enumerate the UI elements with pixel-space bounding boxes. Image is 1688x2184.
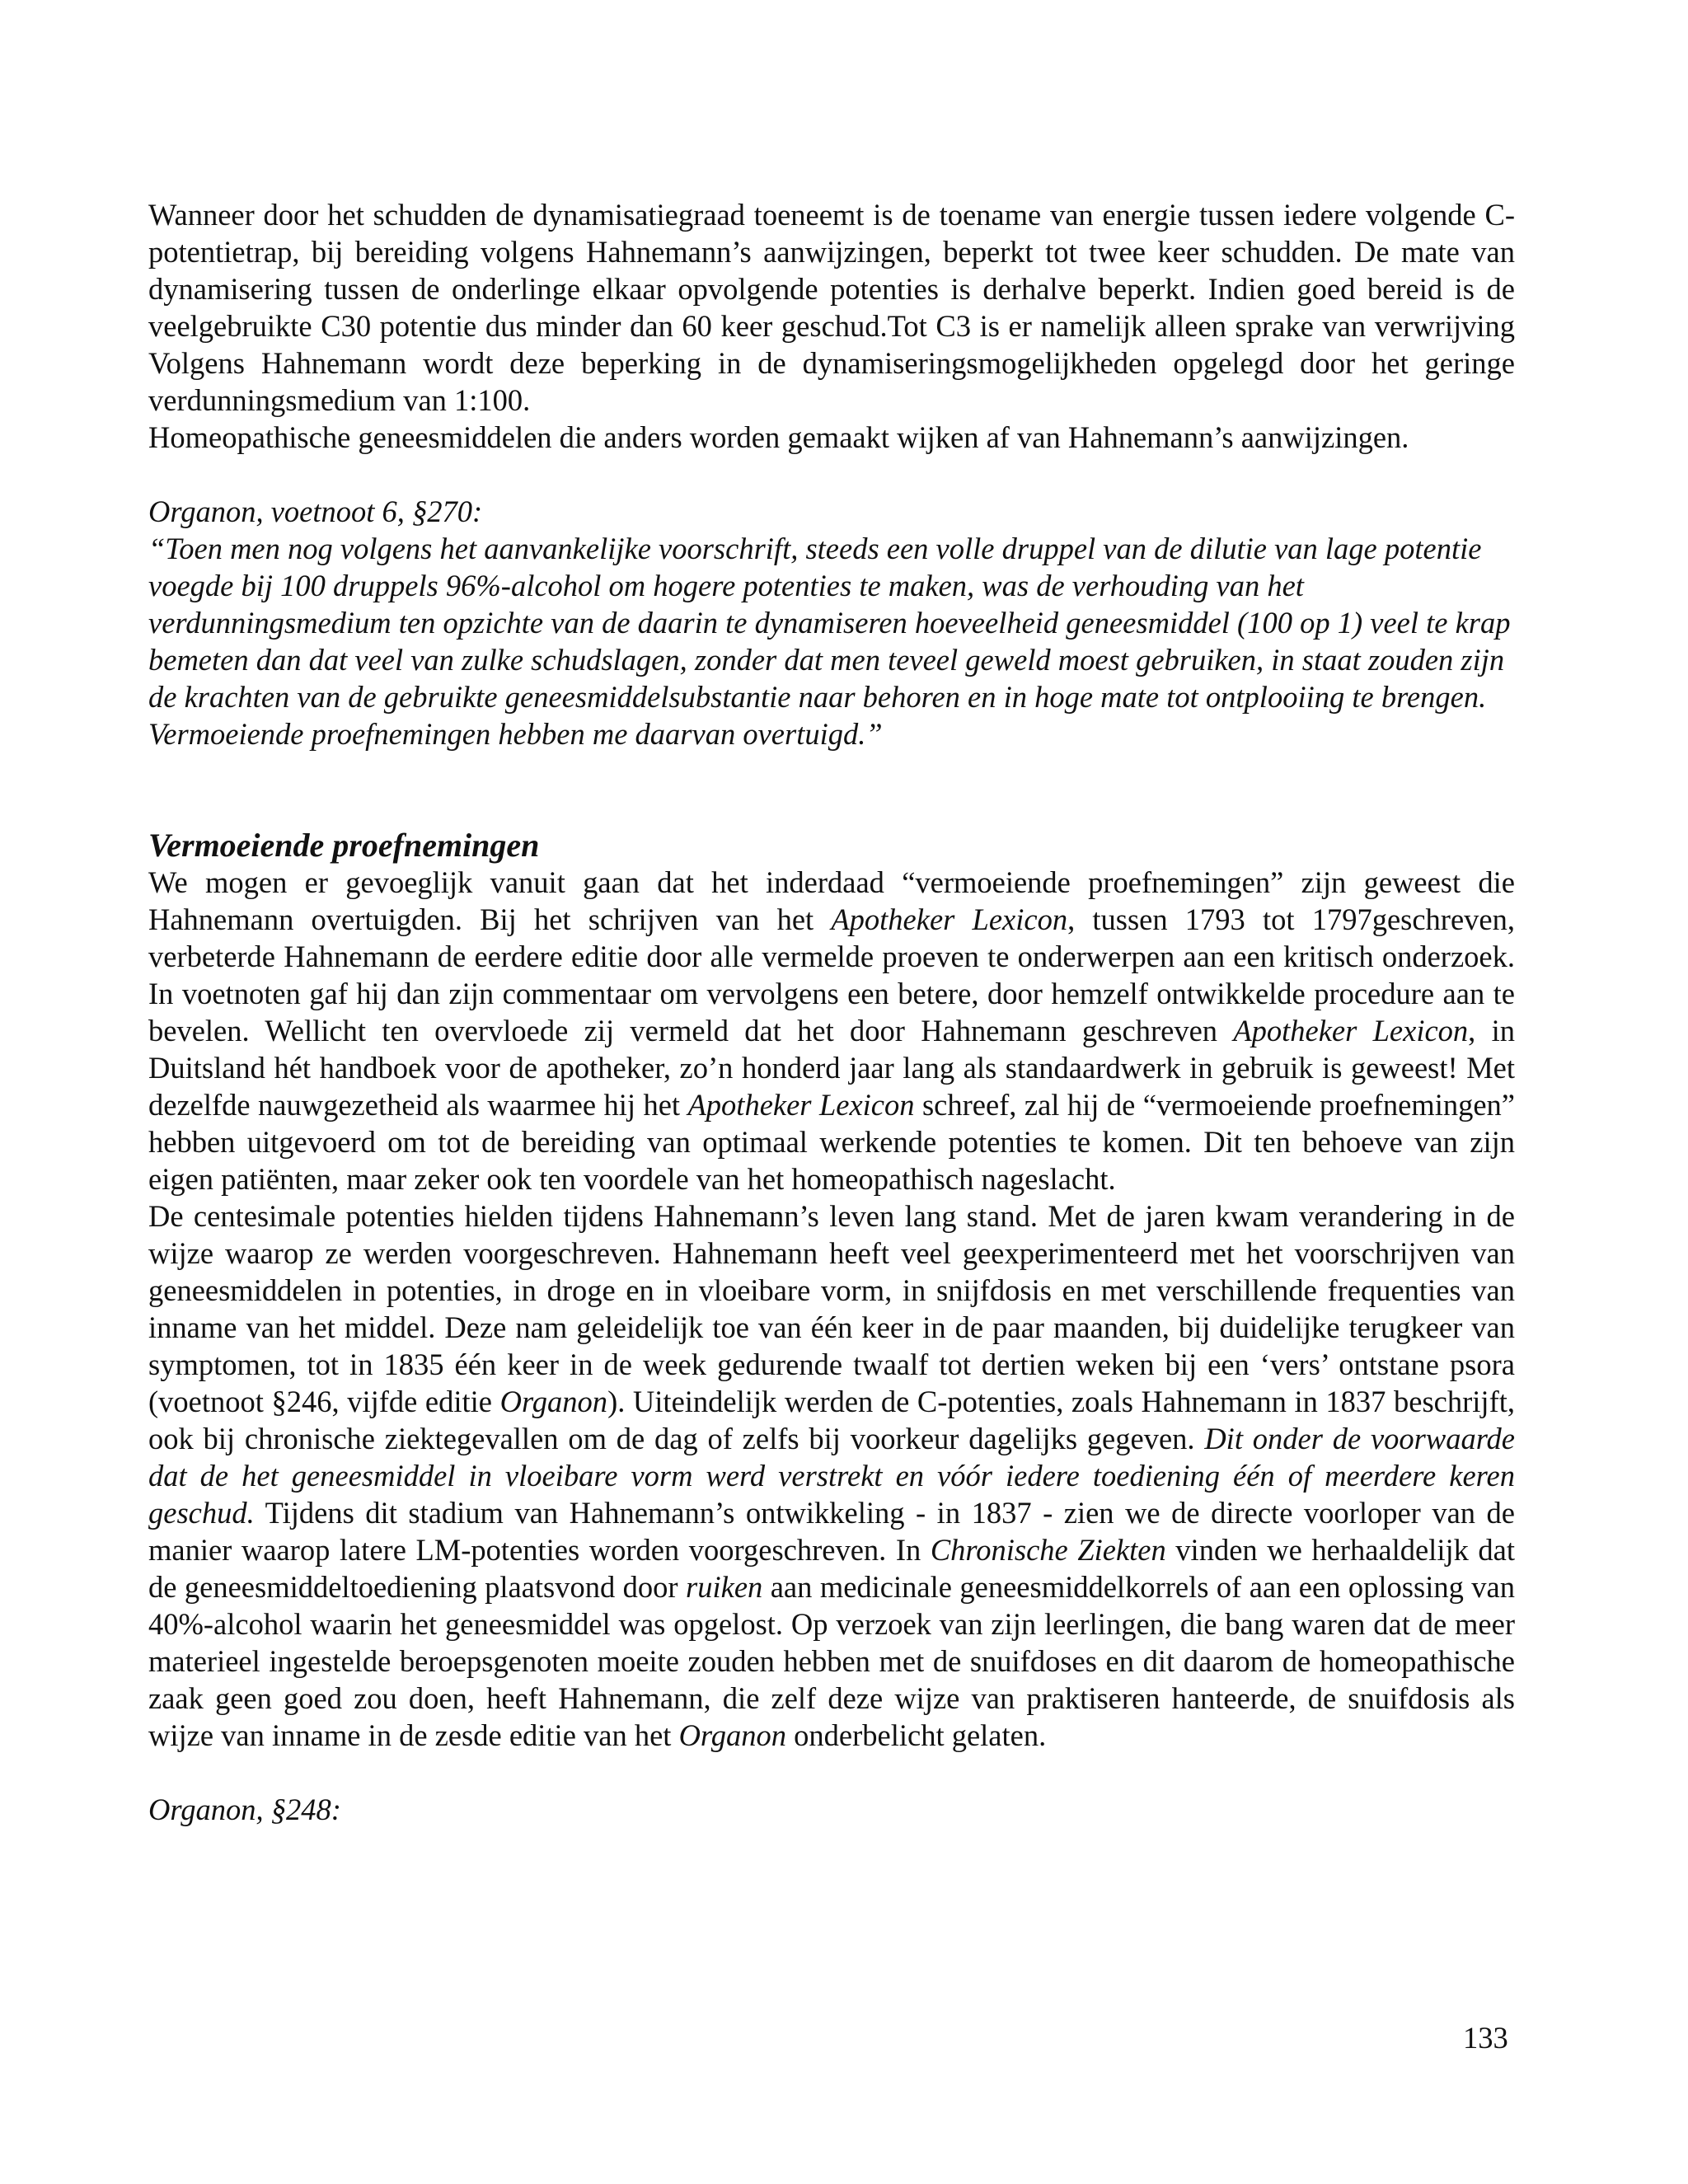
- spacer: [148, 456, 1515, 493]
- italic-title: Apotheker Lexicon: [1233, 1014, 1469, 1047]
- italic-title: Chronische Ziekten: [930, 1533, 1166, 1567]
- spacer: [148, 1754, 1515, 1791]
- paragraph-homeopathic-deviation: Homeopathische geneesmiddelen die anders worden gemaakt wijken af van Hahnemann’s aanwijzingen.: [148, 420, 1409, 454]
- spacer: [148, 752, 1515, 827]
- italic-emphasis: Dit onder de voorwaarde dat de het geneesmiddel in vloeibare vorm werd verstrekt en vóór iedere toediening één of meerdere keren geschud.: [148, 1422, 1515, 1530]
- section-heading: Vermoeiende proefnemingen: [148, 827, 540, 864]
- paragraph-centesimal-potencies: [148, 1197, 1515, 1754]
- paragraph-apotheker-lexicon: [148, 864, 1515, 1197]
- text-run: Tijdens dit stadium van Hahnemann’s ontwikkeling - in 1837 - zien we de directe voorloper van de manier waarop latere LM-potenties worden voorgeschreven. In: [148, 1496, 1515, 1567]
- paragraph-dynamisation: Wanneer door het schudden de dynamisatiegraad toeneemt is de toename van energie tussen iedere volgende C-potentietrap, bij bereiding volgens Hahnemann’s aanwijzingen, beperkt tot twee keer schudden. De mate van dynamisering tussen de onderlinge elkaar opvolgende potenties is derhalve beperkt. Indien goed bereid is de veelgebruikte C30 potentie dus minder dan 60 keer geschud.Tot C3 is er namelijk alleen sprake van verwrijving Volgens Hahnemann wordt deze beperking in de dynamiseringsmogelijkheden opgelegd door het geringe verdunningsmedium van 1:100.: [148, 198, 1515, 417]
- page-number: 133: [1463, 2021, 1508, 2055]
- text-run: onderbelicht gelaten.: [786, 1718, 1047, 1752]
- text-run: De centesimale potenties hielden tijdens Hahnemann’s leven lang stand. Met de jaren kwam verandering in de wijze waarop ze werden voorgeschreven. Hahnemann heeft veel geexperimenteerd met het voorschrijven van geneesmiddelen in potenties, in droge en in vloeibare vorm, in snijfdosis en met verschillende frequenties van inname van het middel. Deze nam geleidelijk toe van één keer in de paar maanden, bij duidelijke terugkeer van symptomen, tot in 1835 één keer in de week gedurende twaalf tot dertien weken bij een ‘vers’ ontstane psora (voetnoot §246, vijfde editie: [148, 1199, 1515, 1418]
- italic-title: Apotheker Lexicon: [831, 902, 1068, 936]
- text-run: ). Uiteindelijk werden de C-potenties, zoals Hahnemann in 1837 beschrijft, ook bij chronische ziektegevallen om de dag of zelfs bij voorkeur dagelijks gegeven.: [148, 1385, 1515, 1455]
- italic-emphasis: ruiken: [686, 1570, 763, 1604]
- text-run: vinden we herhaaldelijk dat de geneesmiddeltoediening plaatsvond door: [148, 1533, 1516, 1604]
- text-run: , in Duitsland hét handboek voor de apotheker, zo’n honderd jaar lang als standaardwerk in gebruik is geweest! Met dezelfde nauwgezetheid als waarmee hij het: [148, 1014, 1515, 1122]
- text-run: schreef, zal hij de “vermoeiende proefnemingen” hebben uitgevoerd om tot de bereiding van optimaal werkende potenties te komen. Dit ten behoeve van zijn eigen patiënten, maar zeker ook ten voordele van het homeopathisch nageslacht.: [148, 1088, 1515, 1196]
- quote-organon-270: “Toen men nog volgens het aanvankelijke voorschrift, steeds een volle druppel van de dilutie van lage potentie voegde bij 100 druppels 96%-alcohol om hogere potenties te maken, was de verhouding van het verdunningsmedium ten opzichte van de daarin te dynamiseren hoeveelheid geneesmiddel (100 op 1) veel te krap bemeten dan dat veel van zulke schudslagen, zonder dat men teveel geweld moest gebruiken, in staat zouden zijn de krachten van de gebruikte geneesmiddelsubstantie naar behoren en in hoge mate tot ontplooiing te brengen. Vermoeiende proefnemingen hebben me daarvan overtuigd.”: [148, 532, 1511, 751]
- text-run: We mogen er gevoeglijk vanuit gaan dat het inderdaad “vermoeiende proefnemingen” zijn geweest die Hahnemann overtuigden. Bij het schrijven van het: [148, 865, 1515, 936]
- italic-title: Apotheker Lexicon: [687, 1088, 915, 1122]
- italic-title: Organon: [678, 1718, 787, 1752]
- page-body: [148, 196, 1515, 1828]
- italic-title: Organon: [499, 1385, 608, 1418]
- citation-organon-248: Organon, §248:: [148, 1793, 341, 1826]
- citation-organon-270: Organon, voetnoot 6, §270:: [148, 494, 483, 528]
- text-run: aan medicinale geneesmiddelkorrels of aan een oplossing van 40%-alcohol waarin het geneesmiddel was opgelost. Op verzoek van zijn leerlingen, die bang waren dat de meer materieel ingestelde beroepsgenoten moeite zouden hebben met de snuifdoses en dit daarom de homeopathische zaak geen goed zou doen, heeft Hahnemann, die zelf deze wijze van praktiseren hanteerde, de snuifdosis als wijze van inname in de zesde editie van het: [148, 1570, 1515, 1752]
- text-run: , tussen 1793 tot 1797geschreven, verbeterde Hahnemann de eerdere editie door alle vermelde proeven te onderwerpen aan een kritisch onderzoek. In voetnoten gaf hij dan zijn commentaar om vervolgens een betere, door hemzelf ontwikkelde procedure aan te bevelen. Wellicht ten overvloede zij vermeld dat het door Hahnemann geschreven: [148, 902, 1515, 1047]
